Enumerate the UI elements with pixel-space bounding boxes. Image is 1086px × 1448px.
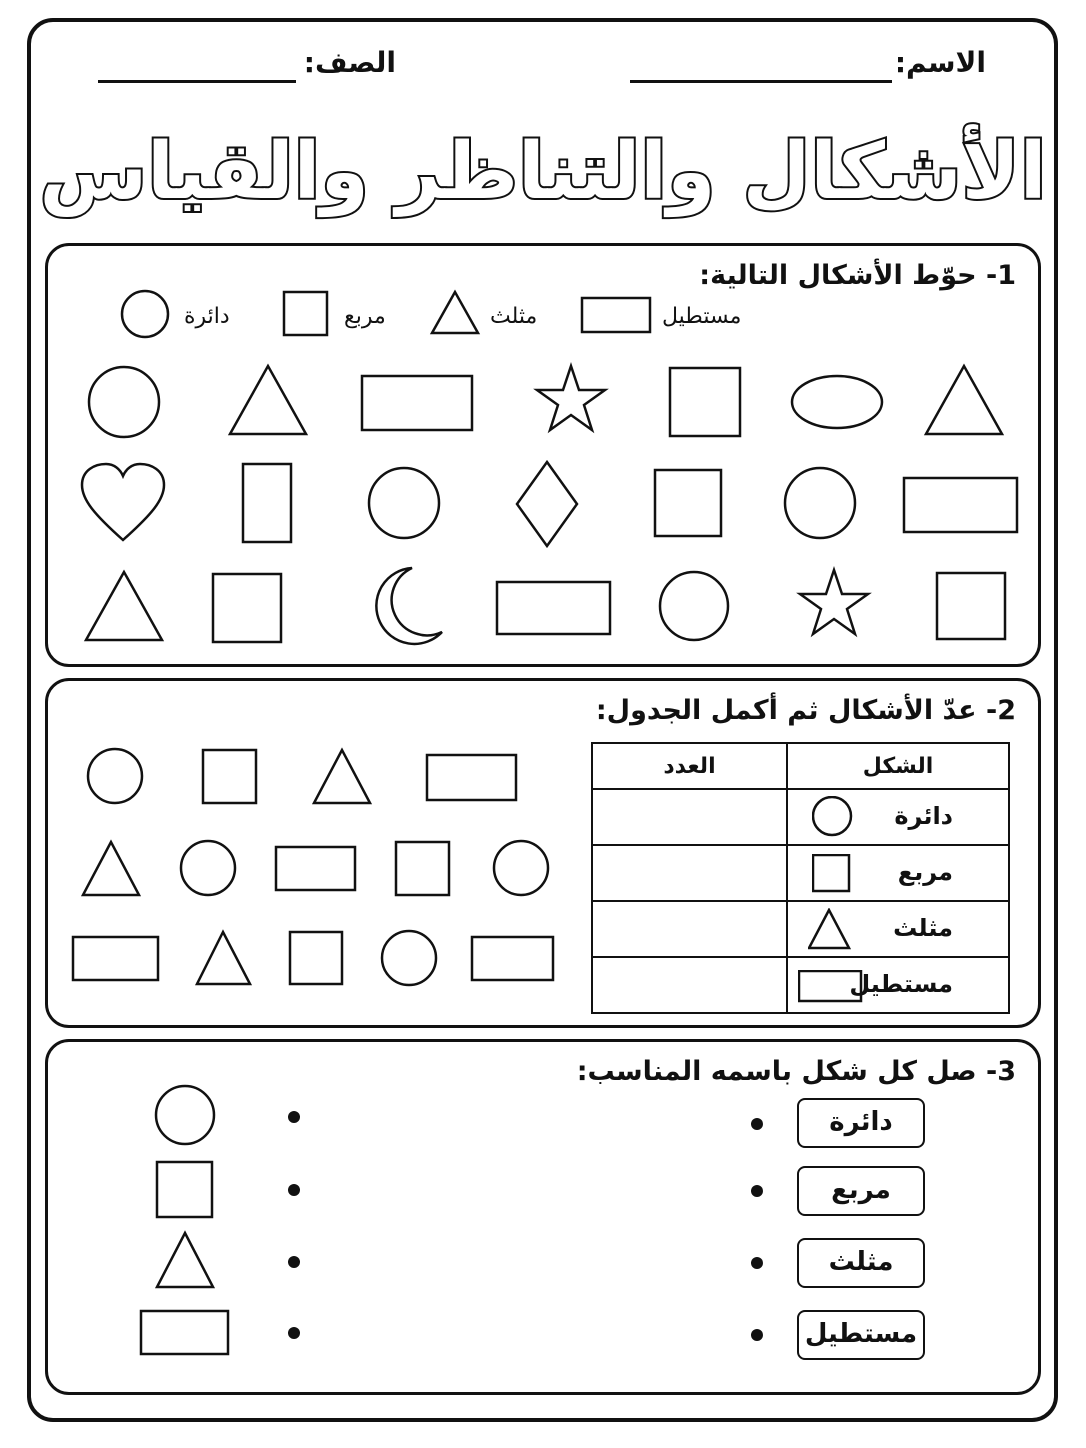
legend-square-shape <box>284 292 327 335</box>
shape-circle[interactable] <box>369 468 439 538</box>
table-label-square: مربع <box>897 858 953 886</box>
table-row <box>592 845 1009 901</box>
shape-triangle[interactable] <box>926 366 1002 434</box>
table-label-triangle: مثلث <box>893 914 953 942</box>
table-label-rectangle: مستطيل <box>849 970 953 998</box>
match-name-square[interactable]: مربع <box>797 1166 925 1216</box>
shape-star[interactable] <box>537 366 605 430</box>
page-title: الأشكال والتناظر والقياس <box>39 127 1047 217</box>
legend-circle-shape <box>122 291 168 337</box>
table-header-shape: الشكل <box>787 743 1009 789</box>
match-dot-shape-circle[interactable] <box>288 1111 300 1123</box>
table-row <box>592 957 1009 1013</box>
legend-rectangle-shape <box>582 298 650 332</box>
section3-title: 3- صل كل شكل باسمه المناسب: <box>576 1056 1016 1087</box>
shape-triangle[interactable] <box>230 366 306 434</box>
shape-circle[interactable] <box>785 468 855 538</box>
legend-label-circle: دائرة <box>184 304 230 329</box>
match-dot-shape-square[interactable] <box>288 1184 300 1196</box>
legend-label-square: مربع <box>344 304 386 329</box>
table-shape-cell <box>787 957 1009 1013</box>
section2-title: 2- عدّ الأشكال ثم أكمل الجدول: <box>595 695 1016 726</box>
shape-heart[interactable] <box>82 464 164 540</box>
count-input-triangle[interactable] <box>592 901 787 957</box>
match-dot-shape-triangle[interactable] <box>288 1256 300 1268</box>
table-label-circle: دائرة <box>894 802 953 830</box>
shape-star[interactable] <box>800 570 868 634</box>
table-shape-cell <box>787 901 1009 957</box>
shape-circle[interactable] <box>660 572 728 640</box>
table-shape-cell <box>787 789 1009 845</box>
match-dot-name-circle[interactable] <box>751 1118 763 1130</box>
match-name-triangle[interactable]: مثلث <box>797 1238 925 1288</box>
count-input-rectangle[interactable] <box>592 957 787 1013</box>
square-icon <box>812 854 872 898</box>
count-input-circle[interactable] <box>592 789 787 845</box>
shape-square[interactable] <box>655 470 721 536</box>
legend-label-triangle: مثلث <box>490 304 538 329</box>
table-row <box>592 901 1009 957</box>
circle-icon <box>812 796 872 840</box>
shape-rectangle[interactable] <box>243 464 291 542</box>
table-row <box>592 789 1009 845</box>
class-label: الصف: <box>303 46 396 79</box>
shape-square[interactable] <box>213 574 281 642</box>
name-label: الاسم: <box>894 46 986 79</box>
shape-diamond[interactable] <box>517 462 577 546</box>
count-table <box>591 742 1010 1014</box>
table-shape-cell <box>787 845 1009 901</box>
table-header-count: العدد <box>592 743 787 789</box>
shape-circle[interactable] <box>89 367 159 437</box>
legend-triangle-shape <box>432 292 478 333</box>
match-dot-name-triangle[interactable] <box>751 1257 763 1269</box>
count-input-square[interactable] <box>592 845 787 901</box>
shape-rectangle[interactable] <box>904 478 1017 532</box>
shape-ellipse[interactable] <box>792 376 882 428</box>
shape-square[interactable] <box>937 573 1005 639</box>
section1-title: 1- حوّط الأشكال التالية: <box>699 260 1016 291</box>
triangle-icon <box>808 908 868 952</box>
rectangle-icon <box>798 970 868 1014</box>
match-dot-shape-rectangle[interactable] <box>288 1327 300 1339</box>
shape-rectangle[interactable] <box>362 376 472 430</box>
shape-square[interactable] <box>670 368 740 436</box>
legend-label-rectangle: مستطيل <box>662 304 742 329</box>
match-dot-name-square[interactable] <box>751 1185 763 1197</box>
shape-crescent[interactable] <box>376 568 442 644</box>
shape-rectangle[interactable] <box>497 582 610 634</box>
match-name-circle[interactable]: دائرة <box>797 1098 925 1148</box>
match-dot-name-rectangle[interactable] <box>751 1329 763 1341</box>
shape-triangle[interactable] <box>86 572 162 640</box>
match-name-rectangle[interactable]: مستطيل <box>797 1310 925 1360</box>
